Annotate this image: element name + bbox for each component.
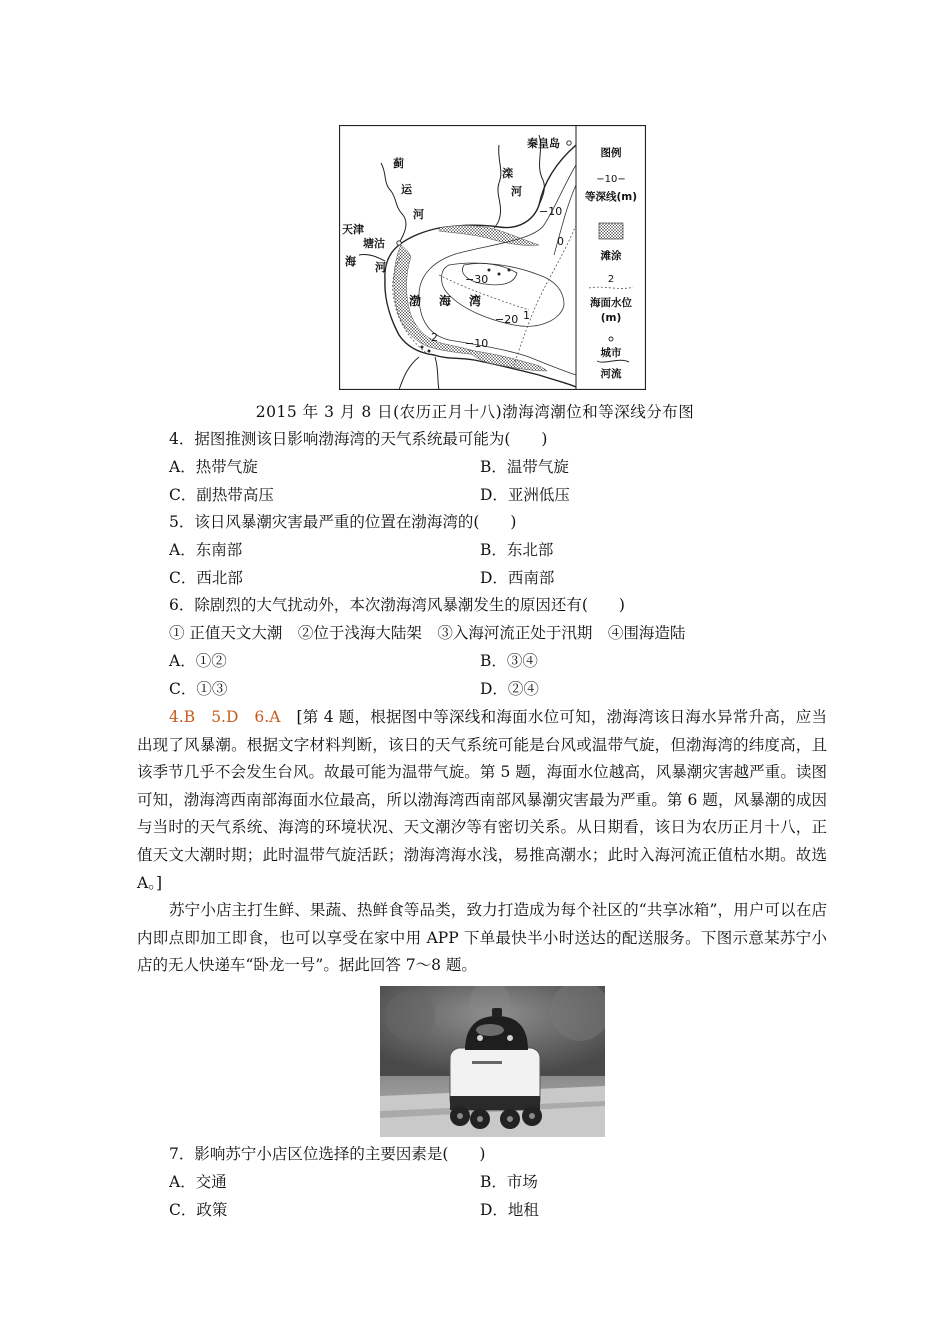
sea-level-label-2: 2 (431, 331, 438, 344)
q4-option-a: A．热带气旋 (169, 458, 258, 476)
legend-sea-level-2: (m) (600, 312, 622, 324)
q6-option-d: D．②④ (480, 680, 539, 698)
q5-option-b: B．东北部 (480, 541, 554, 559)
isobath-label-minus30: −30 (465, 273, 489, 286)
label-he-jiyun: 河 (413, 208, 424, 221)
q4-option-c: C．副热带高压 (169, 486, 274, 504)
intro-text: 苏宁小店主打生鲜、果蔬、热鲜食等品类，致力打造成为每个社区的“共享冰箱”，用户可以在店内即点即加工即食，也可以享受在家中用 APP 下单最快半小时送达的配送服务。下图示意某苏宁小店的无人快递车“卧龙一号”。据此回答 7～8 题。 (137, 901, 827, 975)
q4-stem: 4．据图推测该日影响渤海湾的天气系统最可能为( ) (169, 430, 548, 448)
isobath-label-minus20: −20 (495, 313, 519, 326)
q5-stem: 5．该日风暴潮灾害最严重的位置在渤海湾的( ) (169, 513, 517, 531)
q4-option-d: D．亚洲低压 (480, 486, 570, 504)
label-wan: 湾 (469, 294, 482, 308)
q7-stem: 7．影响苏宁小店区位选择的主要因素是( ) (169, 1145, 486, 1163)
city-tanggu (397, 241, 401, 245)
legend-sea-level-sample: 2 (607, 274, 615, 285)
legend-river: 河流 (600, 368, 622, 380)
bohai-bay-map (339, 125, 646, 390)
isobath-label-minus10-s: −10 (465, 337, 489, 350)
q6-option-b: B．③④ (480, 652, 538, 670)
q6-items: ① 正值天文大潮 ②位于浅海大陆架 ③入海河流正处于汛期 ④围海造陆 (169, 624, 686, 642)
q7-8-intro (137, 897, 827, 980)
label-hai-bay: 海 (439, 294, 452, 308)
q7-option-b: B．市场 (480, 1173, 538, 1191)
isobath-label-0: 0 (557, 235, 564, 248)
label-luan: 滦 (502, 167, 513, 180)
legend-isobath: 等深线(m) (584, 191, 638, 203)
city-qinhuangdao (567, 141, 571, 145)
q7-option-a: A．交通 (169, 1173, 227, 1191)
sea-level-label-1: 1 (523, 309, 530, 322)
label-bo: 渤 (409, 294, 422, 308)
answer-explanation (137, 704, 827, 897)
q6-stem: 6．除剧烈的大气扰动外，本次渤海湾风暴潮发生的原因还有( ) (169, 596, 625, 614)
delivery-robot-photo (380, 986, 605, 1137)
legend-tidal-flat: 滩涂 (600, 250, 622, 262)
label-hai: 海 (345, 255, 356, 268)
answer-text: [第 4 题，根据图中等深线和海面水位可知，渤海湾该日海水异常升高，应当出现了风暴潮。根据文字材料判断，该日的天气系统可能是台风或温带气旋，但渤海湾的纬度高，且该季节几乎不会发生台风。故最可能为温带气旋。第 5 题，海面水位越高，风暴潮灾害越严重。读图可知，渤海湾西南部海面水位最高，所以渤海湾西南部风暴潮灾害最为严重。第 6 题，风暴潮的成因与当时的天气系统、海湾的环境状况、天文潮汐等有密切关系。从日期看，该日为农历正月十八，正值天文大潮时期；此时温带气旋活跃；渤海湾海水浅，易推高潮水；此时入海河流正值枯水期。故选 A。] (137, 708, 827, 892)
map-caption: 2015 年 3 月 8 日(农历正月十八)渤海湾潮位和等深线分布图 (255, 403, 695, 421)
legend-isobath-sample: −10− (596, 174, 626, 185)
label-ji: 蓟 (393, 157, 404, 170)
q6-option-a: A．①② (169, 652, 227, 670)
legend-sea-level-1: 海面水位 (590, 297, 632, 309)
legend-title: 图例 (600, 147, 622, 159)
q5-option-c: C．西北部 (169, 569, 243, 587)
label-qinhuangdao: 秦皇岛 (527, 137, 560, 150)
answer-keys: 4.B 5.D 6.A (169, 708, 281, 726)
isobath-label-minus10-ne: −10 (539, 205, 563, 218)
q5-option-a: A．东南部 (169, 541, 243, 559)
legend-city: 城市 (600, 347, 622, 359)
q7-option-d: D．地租 (480, 1201, 539, 1219)
label-he-luan: 河 (511, 185, 522, 198)
q6-option-c: C．①③ (169, 680, 228, 698)
q7-option-c: C．政策 (169, 1201, 228, 1219)
legend-city-icon (609, 337, 613, 341)
label-tanggu: 塘沽 (363, 237, 385, 250)
label-yun: 运 (401, 183, 412, 196)
q5-option-d: D．西南部 (480, 569, 555, 587)
legend-tidal-flat-swatch (599, 223, 623, 239)
q4-option-b: B．温带气旋 (480, 458, 569, 476)
label-he-hai: 河 (375, 261, 386, 274)
label-tianjin: 天津 (342, 223, 364, 236)
